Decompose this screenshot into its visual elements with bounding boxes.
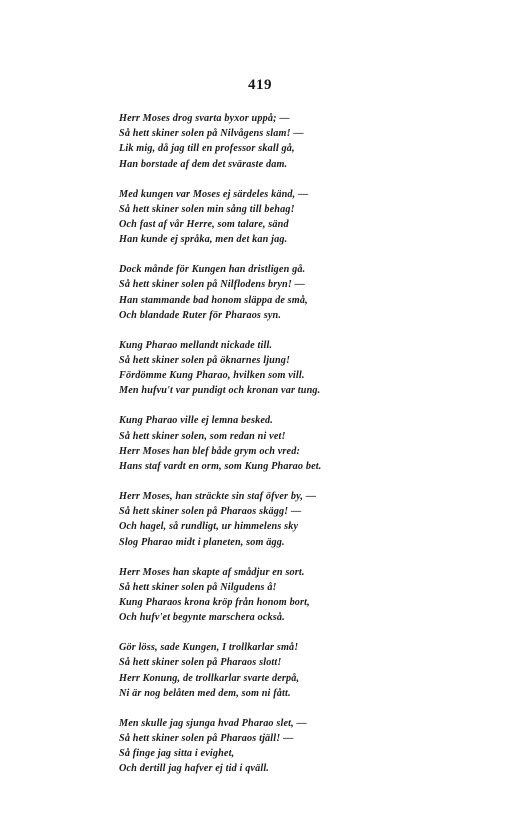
- poem-line: Så hett skiner solen på öknarnes ljung!: [119, 355, 291, 367]
- poem-line: Med kungen var Moses ej särdeles känd, —: [119, 188, 309, 200]
- poem-line: Så finge jag sitta i evighet,: [119, 748, 235, 760]
- poem-line: Så hett skiner solen på Pharaos slott!: [119, 657, 282, 669]
- poem-line: Kung Pharao mellandt nickade till.: [119, 339, 273, 351]
- poem-line: Men skulle jag sjunga hvad Pharao slet, —: [119, 717, 307, 729]
- poem-line: Han kunde ej språka, men det kan jag.: [119, 234, 288, 246]
- poem-line: Så hett skiner solen på Nilgudens å!: [119, 581, 277, 593]
- poem-line: Hans staf vardt en orm, som Kung Pharao bet.: [119, 461, 322, 473]
- stanza-1: [119, 111, 399, 172]
- poem-line: Så hett skiner solen på Nilflodens bryn! —: [119, 279, 306, 291]
- poem-line: Och hufv'et begynte marschera också.: [119, 612, 285, 624]
- poem-line: Kung Pharaos krona kröp från honom bort,: [119, 597, 310, 609]
- stanza-7: [119, 565, 399, 626]
- poem-line: Fördömme Kung Pharao, hvilken som vill.: [119, 370, 305, 382]
- stanza-3: [119, 262, 399, 323]
- poem-line: Han stammande bad honom släppa de små,: [119, 294, 308, 306]
- poem-line: Men hufvu't var pundigt och kronan var tung.: [119, 385, 321, 397]
- stanza-2: [119, 187, 399, 248]
- poem-line: Och hagel, så rundligt, ur himmelens sky: [119, 521, 299, 533]
- poem-line: Så hett skiner solen på Pharaos skägg! —: [119, 506, 302, 518]
- stanza-4: [119, 338, 399, 399]
- stanza-6: [119, 489, 399, 550]
- poem-line: Dock månde för Kungen han dristligen gå.: [119, 264, 306, 276]
- poem-line: Han borstade af dem det sväraste dam.: [119, 158, 288, 170]
- poem: [119, 111, 399, 791]
- poem-line: Slog Pharao midt i planeten, som ägg.: [119, 536, 285, 548]
- poem-line: Herr Moses drog svarta byxor uppå; —: [119, 113, 290, 124]
- poem-line: Herr Moses han skapte af smådjur en sort.: [119, 566, 305, 578]
- poem-line: Och blandade Ruter för Pharaos syn.: [119, 309, 282, 321]
- stanza-5: [119, 413, 399, 474]
- poem-line: Så hett skiner solen på Pharaos tjäll! —: [119, 733, 294, 745]
- poem-line: Och fast af vår Herre, som talare, sänd: [119, 219, 289, 231]
- poem-line: Herr Moses han blef både grym och vred:: [119, 445, 301, 457]
- page-number: 419: [248, 77, 272, 93]
- poem-line: Och dertill jag hafver ej tid i qväll.: [119, 763, 270, 775]
- poem-line: Så hett skiner solen på Nilvågens slam! —: [119, 128, 304, 140]
- poem-line: Kung Pharao ville ej lemna besked.: [119, 415, 273, 427]
- poem-line: Så hett skiner solen min sång till behag!: [119, 203, 295, 215]
- poem-line: Så hett skiner solen, som redan ni vet!: [119, 430, 286, 442]
- stanza-9: [119, 716, 399, 777]
- poem-line: Ni är nog belåten med dem, som ni fått.: [119, 687, 291, 699]
- poem-line: Lik mig, då jag till en professor skall gå,: [119, 143, 295, 155]
- poem-line: Gör löss, sade Kungen, I trollkarlar små!: [119, 642, 299, 654]
- poem-line: Herr Moses, han sträckte sin staf öfver by, —: [119, 491, 317, 503]
- poem-line: Herr Konung, de trollkarlar svarte derpå,: [119, 672, 300, 684]
- stanza-8: [119, 640, 399, 701]
